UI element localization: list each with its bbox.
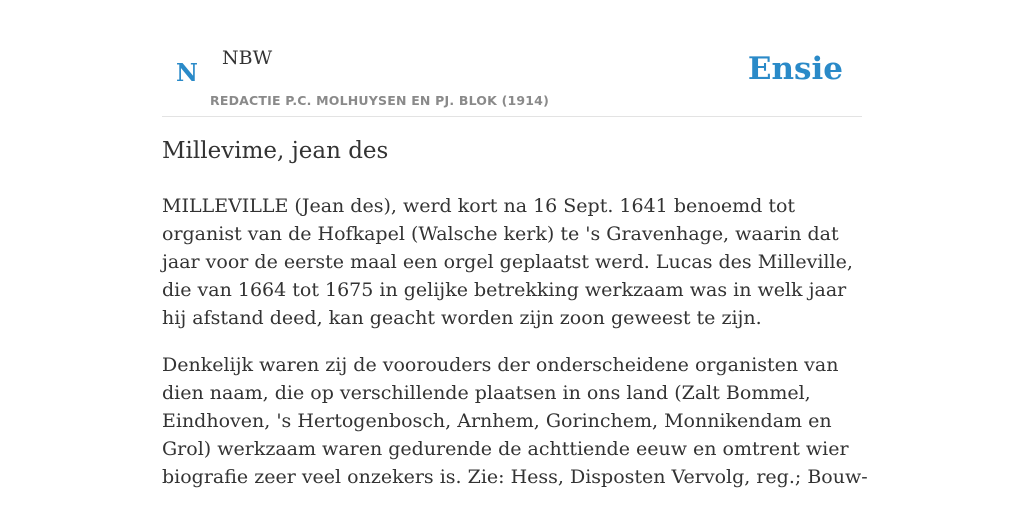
article-body [162,192,872,510]
nbw-logo[interactable]: N [176,58,198,87]
source-name[interactable]: NBW [222,47,273,69]
header [162,40,862,117]
source-editors: REDACTIE P.C. MOLHUYSEN EN PJ. BLOK (1914) [210,93,549,108]
ensie-logo[interactable]: Ensie [747,51,843,87]
article-paragraph: MILLEVILLE (Jean des), werd kort na 16 Sept. 1641 benoemd tot organist van de Hofkapel (Walsche kerk) te 's Gravenhage, waarin dat jaar voor de eerste maal een orgel geplaatst werd. Lucas des Milleville, die van 1664 tot 1675 in gelijke betrekking werkzaam was in welk jaar hij afstand deed, kan geacht worden zijn zoon geweest te zijn. [162,195,853,329]
page-title: Millevime, jean des [162,138,389,164]
article-paragraph: Denkelijk waren zij de voorouders der onderscheidene organisten van dien naam, die op verschillende plaatsen in ons land (Zalt Bommel, Eindhoven, 's Hertogenbosch, Arnhem, Gorinchem, Monnikendam en Grol) werkzaam waren gedurende de achttiende eeuw en omtrent wier biografie zeer veel onzekers is. Zie: Hess, Disposten Vervolg, reg.; Bouw- [162,354,868,488]
